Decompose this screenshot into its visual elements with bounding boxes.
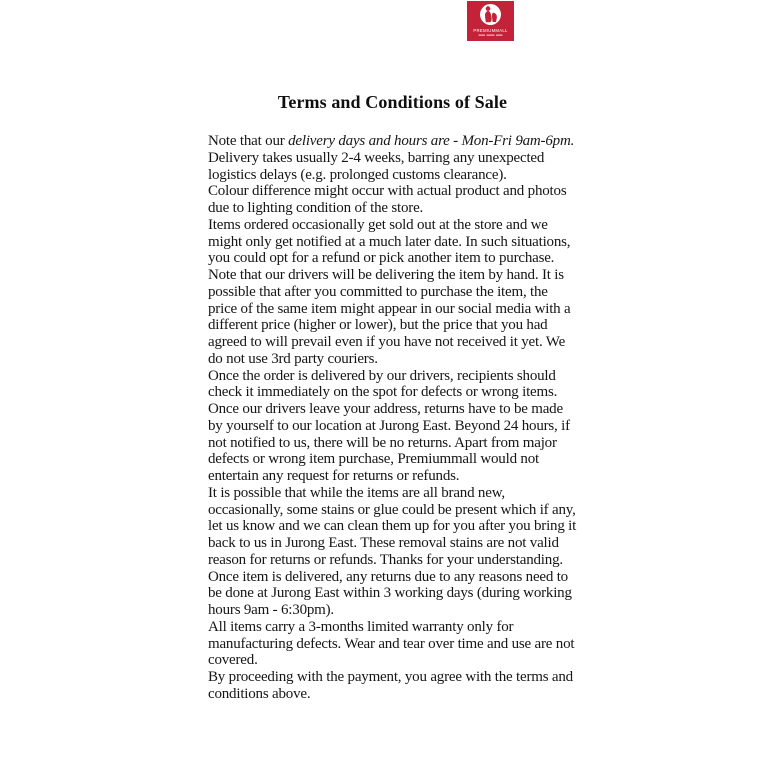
terms-paragraph-run: Note that our drivers will be delivering the item by hand. It is possible that after you committed to purchase the item, the price of the same item might appear in our social media with a different price (higher or lower), but the price that you had agreed to will prevail even if you have not received it yet. We do not use 3rd party couriers.	[208, 267, 571, 367]
terms-paragraph	[208, 368, 577, 402]
logo-tagline-microtext	[479, 35, 503, 36]
terms-paragraph-italic-run: delivery days and hours are - Mon-Fri 9am-6pm.	[288, 133, 575, 149]
page-title: Terms and Conditions of Sale	[277, 92, 508, 112]
terms-paragraph	[208, 569, 577, 619]
terms-paragraph-run: It is possible that while the items are all brand new, occasionally, some stains or glue could be present which if any, let us know and we can clean them up for you after you bring it back to us in Jurong East. These removal stains are not valid reason for returns or refunds. Thanks for your understanding.	[208, 484, 577, 568]
premiummall-logo-graphic	[467, 1, 514, 41]
terms-paragraph-run: All items carry a 3-months limited warranty only for manufacturing defects. Wear and tear over time and use are not covered.	[208, 618, 575, 669]
terms-paragraph	[208, 669, 577, 703]
logo-brand-text: PREMIUMMALL	[473, 28, 508, 34]
terms-paragraph-run: By proceeding with the payment, you agree with the terms and conditions above.	[208, 669, 573, 702]
terms-paragraph	[208, 401, 577, 485]
terms-paragraph	[208, 133, 577, 150]
premiummall-logo	[467, 1, 514, 41]
terms-paragraph-run: Once our drivers leave your address, returns have to be made by yourself to our location at Jurong East. Beyond 24 hours, if not notified to us, there will be no returns. Apart from major defects or wrong item purchase, Premiummall would not entertain any request for returns or refunds.	[208, 401, 570, 484]
terms-paragraph	[208, 183, 577, 217]
terms-paragraph	[208, 485, 577, 569]
terms-paragraph	[208, 150, 577, 184]
terms-paragraph-run: Colour difference might occur with actual product and photos due to lighting condition of the store.	[208, 183, 567, 216]
terms-paragraph-run: Delivery takes usually 2-4 weeks, barring any unexpected logistics delays (e.g. prolonged customs clearance).	[208, 149, 545, 183]
terms-paragraphs	[208, 133, 577, 703]
terms-paragraph-run: Once the order is delivered by our drivers, recipients should check it immediately on the spot for defects or wrong items.	[208, 367, 558, 401]
terms-paragraph-run: Note that our	[208, 133, 289, 149]
terms-paragraph-run: Items ordered occasionally get sold out at the store and we might only get notified at a much later date. In such situations, you could opt for a refund or pick another item to purchase.	[208, 216, 571, 267]
terms-paragraph	[208, 217, 577, 267]
terms-paragraph	[208, 267, 577, 368]
terms-paragraph-run: Once item is delivered, any returns due to any reasons need to be done at Jurong East within 3 working days (during working hours 9am - 6:30pm).	[208, 568, 572, 618]
terms-paragraph	[208, 619, 577, 669]
terms-document	[208, 92, 577, 703]
